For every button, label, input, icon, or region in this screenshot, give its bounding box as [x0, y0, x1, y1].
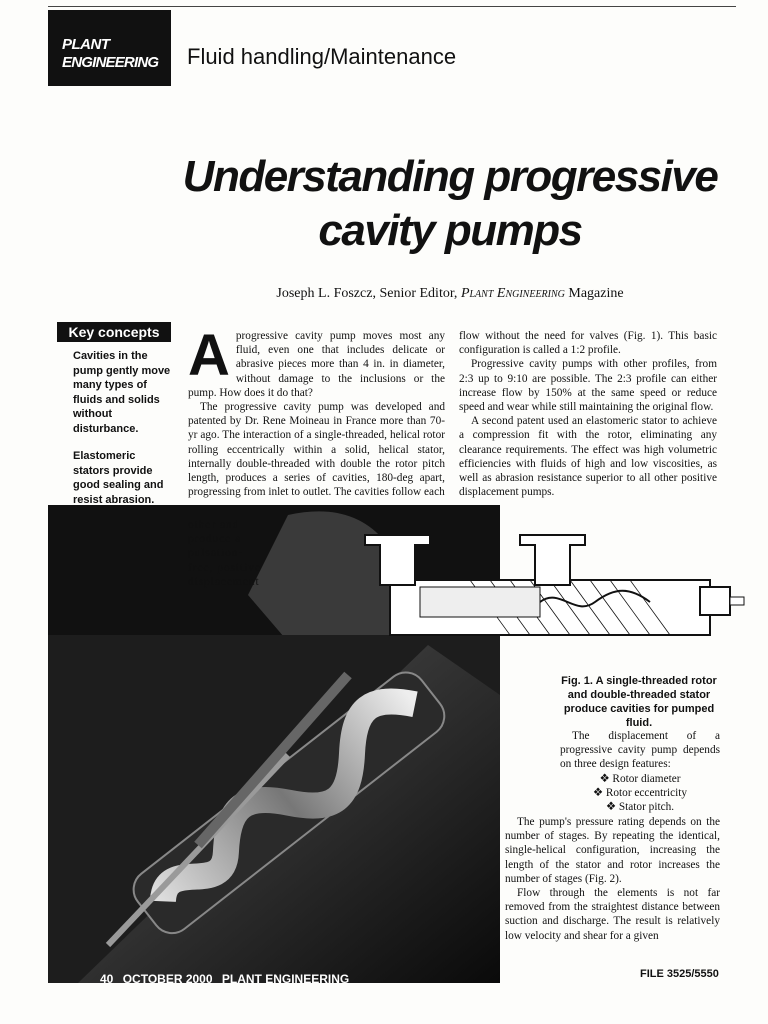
body-column-1	[188, 323, 445, 499]
col1-wrap-text: other and produce a pulsation-free, positive displacement	[188, 519, 261, 588]
file-number: FILE 3525/5550	[640, 968, 719, 980]
body-column-3b	[505, 815, 720, 943]
byline-publication: Plant Engineering	[460, 286, 565, 301]
col2-paragraph-1: flow without the need for valves (Fig. 1). This basic configuration is called a 1:2 profile.	[459, 330, 717, 357]
top-rule	[48, 6, 736, 7]
bullet-rotor-eccentricity: ❖ Rotor eccentricity	[592, 786, 688, 799]
col3-paragraph-2: The pump's pressure rating depends on the number of stages. By repeating the identical, single-helical configuration, increasing the length of the stator and rotor increases the number of stages (Fig. 2).	[505, 816, 720, 885]
byline-name: Joseph L. Foszcz, Senior Editor,	[276, 286, 461, 301]
issue-date: OCTOBER 2000	[122, 972, 213, 986]
bullet-rotor-diameter: ❖ Rotor diameter	[599, 772, 681, 785]
bullet-stator-pitch: ❖ Stator pitch.	[605, 801, 675, 814]
fig1-pump-diagram	[360, 525, 750, 645]
byline-tail: Magazine	[564, 286, 624, 301]
col3-paragraph-3: Flow through the elements is not far removed from the straightest distance between suction and discharge. The result is relatively low velocity and shear for a given	[505, 887, 720, 942]
title-line1: Understanding progressive	[182, 152, 718, 201]
dropcap: A	[188, 323, 230, 388]
key-concept-1: Cavities in the pump gently move many types of fluids and solids without disturbance.	[73, 350, 171, 435]
col3-paragraph-1: The displacement of a progressive cavity pump depends on three design features:	[560, 730, 720, 771]
byline	[150, 286, 750, 302]
col2-paragraph-3: A second patent used an elastomeric stator to achieve a compression fit with the rotor, eliminating any clearance requirements. The effect was high volumetric efficiencies with fluids of high and low viscosities, as well as abrasion resistance superior to all other positive displacement pumps.	[459, 415, 717, 499]
section-title: Fluid handling/Maintenance	[187, 44, 457, 69]
col1-paragraph-2: The progressive cavity pump was developed and patented by Dr. Rene Moineau in France more than 70-yr ago. The interaction of a single-threaded, helical rotor rolling eccentrically within a solid, helical stator, internally double-threaded with double the rotor pitch length, produces a series of cavities, 180-deg apart, progressing from inlet to outlet. The cavities follow each	[188, 401, 445, 499]
page-footer	[100, 972, 355, 986]
body-column-2	[459, 329, 717, 499]
magazine-logo	[48, 10, 171, 86]
key-concepts-heading: Key concepts	[57, 322, 171, 342]
footer-publication: PLANT ENGINEERING	[221, 972, 350, 986]
logo-line1: PLANT	[62, 36, 110, 53]
figure-caption: Fig. 1. A single-threaded rotor and double-threaded stator produce cavities for pumped fluid.	[561, 675, 717, 729]
col1-paragraph-1: progressive cavity pump moves most any fluid, even one that includes delicate or abrasive pieces more than 4 in. in diameter, without damage to the inclusions or the pump. How does it do that?	[188, 330, 445, 399]
logo-line2: ENGINEERING	[62, 54, 159, 71]
body-column-3a	[560, 729, 720, 814]
title-line2: cavity pumps	[318, 206, 582, 255]
key-concept-2: Elastomeric stators provide good sealing and resist abrasion.	[73, 450, 164, 506]
article-title	[150, 150, 750, 258]
page-number: 40	[100, 972, 114, 986]
col2-paragraph-2: Progressive cavity pumps with other profiles, from 2:3 up to 9:10 are possible. The 2:3 profile can either increase flow by 150% at the same speed or reduce speed and wear while still maintaining the original flow.	[459, 358, 717, 414]
